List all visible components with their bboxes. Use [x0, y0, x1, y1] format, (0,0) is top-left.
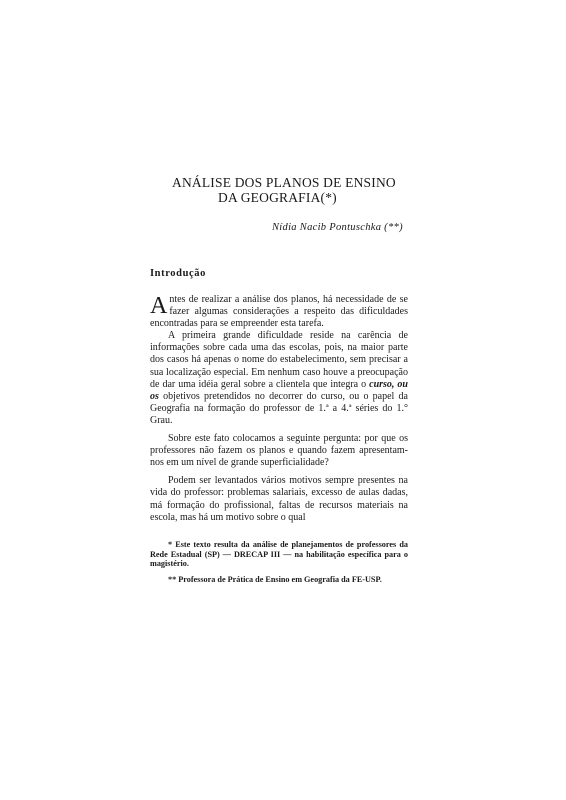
title-line-2: DA GEOGRAFIA(*) — [218, 190, 337, 205]
footnote-2: ** Professora de Prática de Ensino em Geografia da FE-USP. — [168, 574, 382, 584]
drop-cap: A — [150, 293, 168, 319]
paragraph-1-text: ntes de realizar a análise dos planos, há necessidade de se fazer algumas considerações a respeito das dificuldades encontradas para se empreender esta tarefa. — [150, 294, 408, 330]
paragraph-2-text-a: A primeira grande dificuldade reside na carência de informações sobre cada uma das escolas, pois, na maior parte dos casos há apenas o nome do estabelecimento, sem precisar a sua localização especial. Em nenhum caso houve a preocupação de dar uma idéia geral sobre a clientela que integra o — [150, 330, 408, 390]
title-line-1: ANÁLISE DOS PLANOS DE ENSINO — [172, 175, 396, 190]
article-title — [150, 175, 410, 205]
footnote-1: * Este texto resulta da análise de planejamentos de professores da Rede Estadual (SP) — DRECAP III — na habilitação específica para o magistério. — [150, 540, 408, 569]
paragraph-2-text-b: objetivos pretendidos no decorrer do curso, ou o papel da Geografia na formação do professor de 1.ª a 4.ª séries do 1.° Grau. — [150, 390, 408, 426]
paragraph-2-emphasis: curso, ou os — [150, 378, 408, 402]
article-body — [150, 294, 408, 524]
paragraph-2 — [150, 330, 408, 427]
author-name: Nídia Nacib Pontuschka (**) — [272, 222, 403, 233]
paragraph-3: Sobre este fato colocamos a seguinte pergunta: por que os professores não fazem os planos e quando fazem apresentam-nos em um nível de grande superficialidade? — [150, 433, 408, 469]
paragraph-4: Podem ser levantados vários motivos sempre presentes na vida do professor: problemas salariais, excesso de aulas dadas, má formação do profissional, faltas de recursos materiais na escola, mas há um motivo sobre o qual — [150, 475, 408, 523]
footnotes — [150, 540, 408, 584]
section-heading: Introdução — [150, 268, 206, 279]
paragraph-1 — [150, 294, 408, 330]
